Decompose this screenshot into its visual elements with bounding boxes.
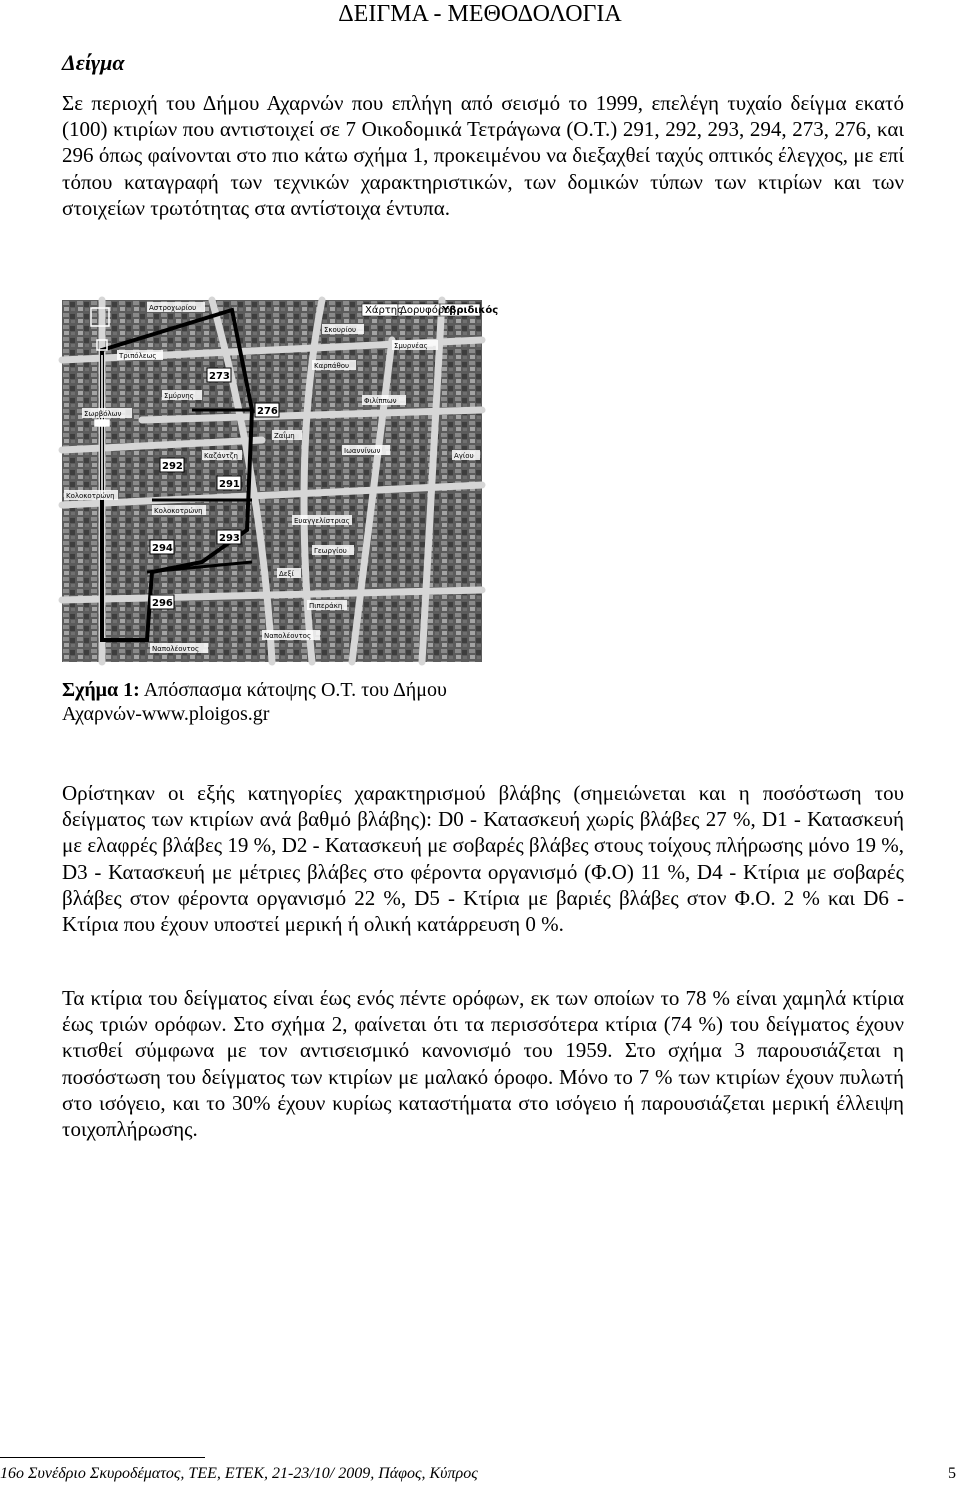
block-label-293: 293 xyxy=(219,533,240,544)
block-label-276: 276 xyxy=(257,406,278,417)
street-label: Κολοκοτρώνη xyxy=(154,507,203,515)
street-label: Αγίου xyxy=(454,452,474,460)
map-tab-satellite[interactable]: Δορυφόρος xyxy=(400,305,457,316)
map-tab-hybrid[interactable]: Υβριδικός xyxy=(442,305,499,316)
street-label: Γεωργίου xyxy=(314,547,347,555)
building-characteristics-paragraph: Τα κτίρια του δείγματος είναι έως ενός πέντε ορόφων, εκ των οποίων το 78 % είναι χαμηλά κτίρια έως τριών ορόφων. Στο σχήμα 2, φαίνεται ότι τα περισσότερα κτίρια (74 %) του δείγματος έχουν κτισθεί σύμφωνα με τον αντισεισμικό κανονισμό του 1959. Στο σχήμα 3 παρουσιάζεται η ποσόστωση του δείγματος των κτιρίων με μαλακό όροφο. Μόνο το 7 % των κτιρίων έχουν πυλωτή στο ισόγειο, και το 30% έχουν κυρίως καταστήματα στο ισόγειο ή παρουσιάζεται μερική έλλειψη τοιχοπλήρωσης. xyxy=(62,986,904,1142)
block-label-292: 292 xyxy=(162,461,183,472)
section-heading: Δείγμα xyxy=(62,50,125,75)
street-label: Πιπεράκη xyxy=(309,602,343,610)
block-label-273: 273 xyxy=(209,371,230,382)
figure-caption-text: Απόσπασμα κάτοψης Ο.Τ. του Δήμου Αχαρνών-www.ploigos.gr xyxy=(62,679,447,725)
intro-paragraph: Σε περιοχή του Δήμου Αχαρνών που επλήγη από σεισμό το 1999, επελέγη τυχαίο δείγμα εκατό (100) κτιρίων που αντιστοιχεί σε 7 Οικοδομικά Τετράγωνα (Ο.Τ.) 291, 292, 293, 294, 273, 276, και 296 όπως φαίνονται στο πιο κάτω σχήμα 1, προκειμένου να διεξαχθεί ταχύς οπτικός έλεγχος, με επί τόπου καταγραφή των τεχνικών χαρακτηριστικών, των δομικών τύπων των κτιρίων και των στοιχείων τρωτότητας στα αντίστοιχα έντυπα. xyxy=(62,91,904,220)
street-label: Ευαγγελίστριας xyxy=(294,517,350,525)
page-footer xyxy=(0,1465,960,1483)
street-label: Σωρβόλων xyxy=(84,410,122,418)
page-title: ΔΕΙΓΜΑ - ΜΕΘΟΔΟΛΟΓΙΑ xyxy=(338,1,622,27)
aerial-map-figure xyxy=(62,300,499,662)
street-label: Τριπόλεως xyxy=(119,352,157,360)
footer-rule xyxy=(0,1457,205,1458)
street-label: Ιωαννίνων xyxy=(344,447,381,455)
street-label: Φιλίππων xyxy=(364,397,397,405)
block-label-294: 294 xyxy=(152,543,173,554)
page-number: 5 xyxy=(948,1465,956,1482)
street-label: Ζαΐμη xyxy=(274,432,295,440)
aerial-map-image xyxy=(62,300,499,662)
street-label: Ναπολέοντος xyxy=(152,645,200,653)
street-label: Σμύρνης xyxy=(164,392,194,400)
damage-categories-paragraph: Ορίστηκαν οι εξής κατηγορίες χαρακτηρισμού βλάβης (σημειώνεται και η ποσόστωση του δείγματος των κτιρίων ανά βαθμό βλάβης): D0 - Κατασκευή χωρίς βλάβες 27 %, D1 - Κατασκευή με ελαφρές βλάβες 19 %, D2 - Κατασκευή με σοβαρές βλάβες στους τοίχους πλήρωσης μόνο 19 %, D3 - Κατασκευή με μέτριες βλάβες στο φέροντα οργανισμό (Φ.Ο) 11 %, D4 - Κτίρια με σοβαρές βλάβες στον φέροντα οργανισμό 22 %, D5 - Κτίρια με βαριές βλάβες στον Φ.Ο. 2 % και D6 - Κτίρια που έχουν υποστεί μερική ή ολική κατάρρευση 0 %. xyxy=(62,781,904,937)
street-label: Καρπάθου xyxy=(314,362,350,370)
street-label: Ναπολέοντος xyxy=(264,632,312,640)
street-label: Δεξί xyxy=(279,570,294,578)
street-label: Κολοκοτρώνη xyxy=(66,492,115,500)
street-label: Καζάντζη xyxy=(204,452,238,460)
block-label-296: 296 xyxy=(152,598,173,609)
footer-conference-text: 16ο Συνέδριο Σκυροδέματος, ΤΕΕ, ΕΤΕΚ, 21-23/10/ 2009, Πάφος, Κύπρος xyxy=(0,1465,478,1482)
street-label: Σμυρνέας xyxy=(394,342,428,350)
figure-caption-label: Σχήμα 1: xyxy=(62,679,140,701)
block-label-291: 291 xyxy=(219,479,240,490)
street-label: Σκουρίου xyxy=(324,326,357,334)
figure-caption xyxy=(62,678,482,726)
map-tab-map[interactable]: Χάρτης xyxy=(365,305,404,316)
street-label: Αστροχωρίου xyxy=(149,304,197,312)
